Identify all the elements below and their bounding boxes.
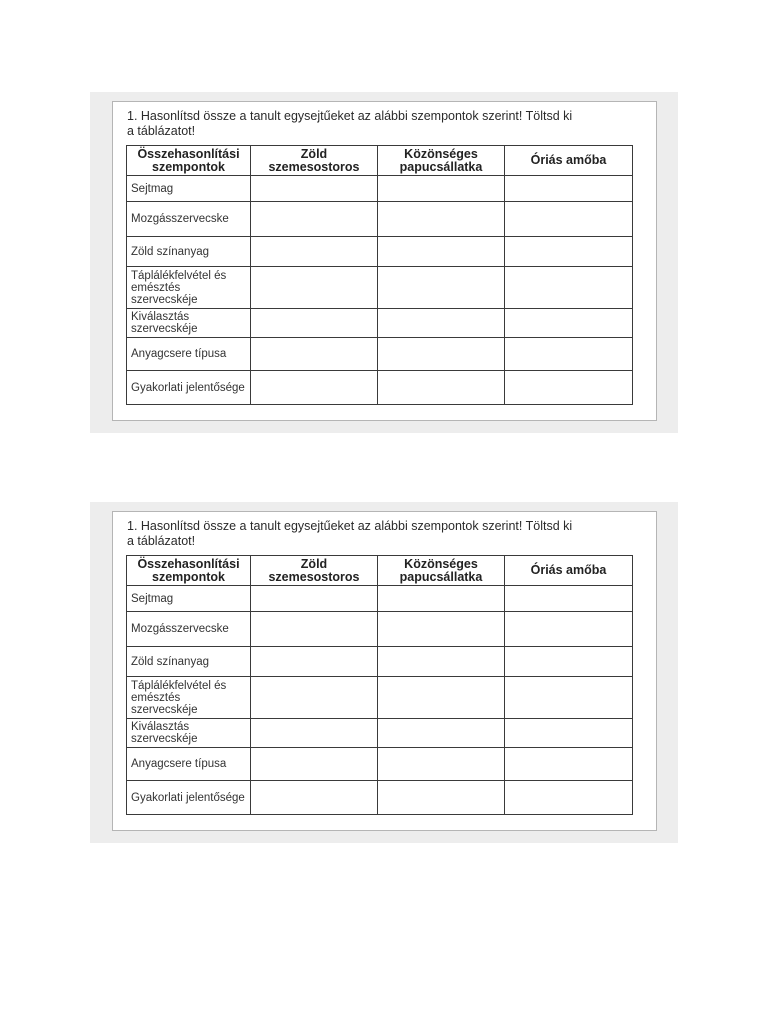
table-row [127,202,633,237]
answer-cell[interactable] [505,748,633,781]
table-header-row [127,556,633,586]
table-row [127,176,633,202]
header-amoeba: Óriás amőba [505,556,633,586]
instruction-line-1: 1. Hasonlítsd össze a tanult egysejtűeket az alábbi szempontok szerint! Töltsd ki [127,109,573,123]
answer-cell[interactable] [378,586,505,612]
instruction-line-1: 1. Hasonlítsd össze a tanult egysejtűeket az alábbi szempontok szerint! Töltsd ki [127,519,573,533]
header-amoeba: Óriás amőba [505,146,633,176]
answer-cell[interactable] [378,338,505,371]
row-label: Zöld színanyag [127,647,251,677]
answer-cell[interactable] [251,202,378,237]
row-label: Anyagcsere típusa [127,748,251,781]
answer-cell[interactable] [251,309,378,338]
worksheet-image-1 [90,92,678,433]
header-euglena: Zöld szemesostoros [251,556,378,586]
table-row [127,612,633,647]
answer-cell[interactable] [251,647,378,677]
answer-cell[interactable] [505,647,633,677]
table-row [127,647,633,677]
table-row [127,237,633,267]
answer-cell[interactable] [251,781,378,815]
answer-cell[interactable] [378,371,505,405]
answer-cell[interactable] [505,781,633,815]
table-row [127,748,633,781]
row-label: Táplálékfelvétel és emésztés szervecskéje [127,677,251,719]
header-criteria: Összehasonlítási szempontok [127,146,251,176]
table-header-row [127,146,633,176]
answer-cell[interactable] [378,748,505,781]
answer-cell[interactable] [251,719,378,748]
answer-cell[interactable] [505,237,633,267]
table-row [127,781,633,815]
answer-cell[interactable] [251,586,378,612]
comparison-table [126,145,633,405]
instruction-line-2: a táblázatot! [127,124,196,138]
table-row [127,371,633,405]
answer-cell[interactable] [378,237,505,267]
answer-cell[interactable] [251,237,378,267]
header-euglena: Zöld szemesostoros [251,146,378,176]
row-label: Gyakorlati jelentősége [127,781,251,815]
answer-cell[interactable] [251,267,378,309]
answer-cell[interactable] [251,176,378,202]
row-label: Kiválasztás szervecskéje [127,309,251,338]
answer-cell[interactable] [378,202,505,237]
table-row [127,267,633,309]
table-row [127,677,633,719]
table-row [127,586,633,612]
answer-cell[interactable] [378,267,505,309]
answer-cell[interactable] [251,371,378,405]
worksheet-card [112,101,657,421]
answer-cell[interactable] [505,371,633,405]
row-label: Mozgásszervecske [127,612,251,647]
table-row [127,719,633,748]
task-instruction [127,519,647,549]
answer-cell[interactable] [378,781,505,815]
comparison-table [126,555,633,815]
answer-cell[interactable] [251,748,378,781]
answer-cell[interactable] [505,176,633,202]
answer-cell[interactable] [251,612,378,647]
header-paramecium: Közönséges papucsállatka [378,556,505,586]
row-label: Gyakorlati jelentősége [127,371,251,405]
worksheet-image-2 [90,502,678,843]
row-label: Sejtmag [127,176,251,202]
instruction-line-2: a táblázatot! [127,534,196,548]
answer-cell[interactable] [378,647,505,677]
answer-cell[interactable] [505,267,633,309]
answer-cell[interactable] [505,719,633,748]
answer-cell[interactable] [251,338,378,371]
worksheet-card [112,511,657,831]
table-row [127,338,633,371]
answer-cell[interactable] [251,677,378,719]
answer-cell[interactable] [505,586,633,612]
task-instruction [127,109,647,139]
answer-cell[interactable] [378,176,505,202]
answer-cell[interactable] [505,338,633,371]
answer-cell[interactable] [378,309,505,338]
row-label: Kiválasztás szervecskéje [127,719,251,748]
row-label: Sejtmag [127,586,251,612]
table-row [127,309,633,338]
row-label: Zöld színanyag [127,237,251,267]
header-paramecium: Közönséges papucsállatka [378,146,505,176]
answer-cell[interactable] [378,719,505,748]
answer-cell[interactable] [505,677,633,719]
header-criteria: Összehasonlítási szempontok [127,556,251,586]
row-label: Táplálékfelvétel és emésztés szervecskéje [127,267,251,309]
answer-cell[interactable] [505,612,633,647]
answer-cell[interactable] [505,309,633,338]
answer-cell[interactable] [378,677,505,719]
row-label: Anyagcsere típusa [127,338,251,371]
answer-cell[interactable] [378,612,505,647]
row-label: Mozgásszervecske [127,202,251,237]
answer-cell[interactable] [505,202,633,237]
